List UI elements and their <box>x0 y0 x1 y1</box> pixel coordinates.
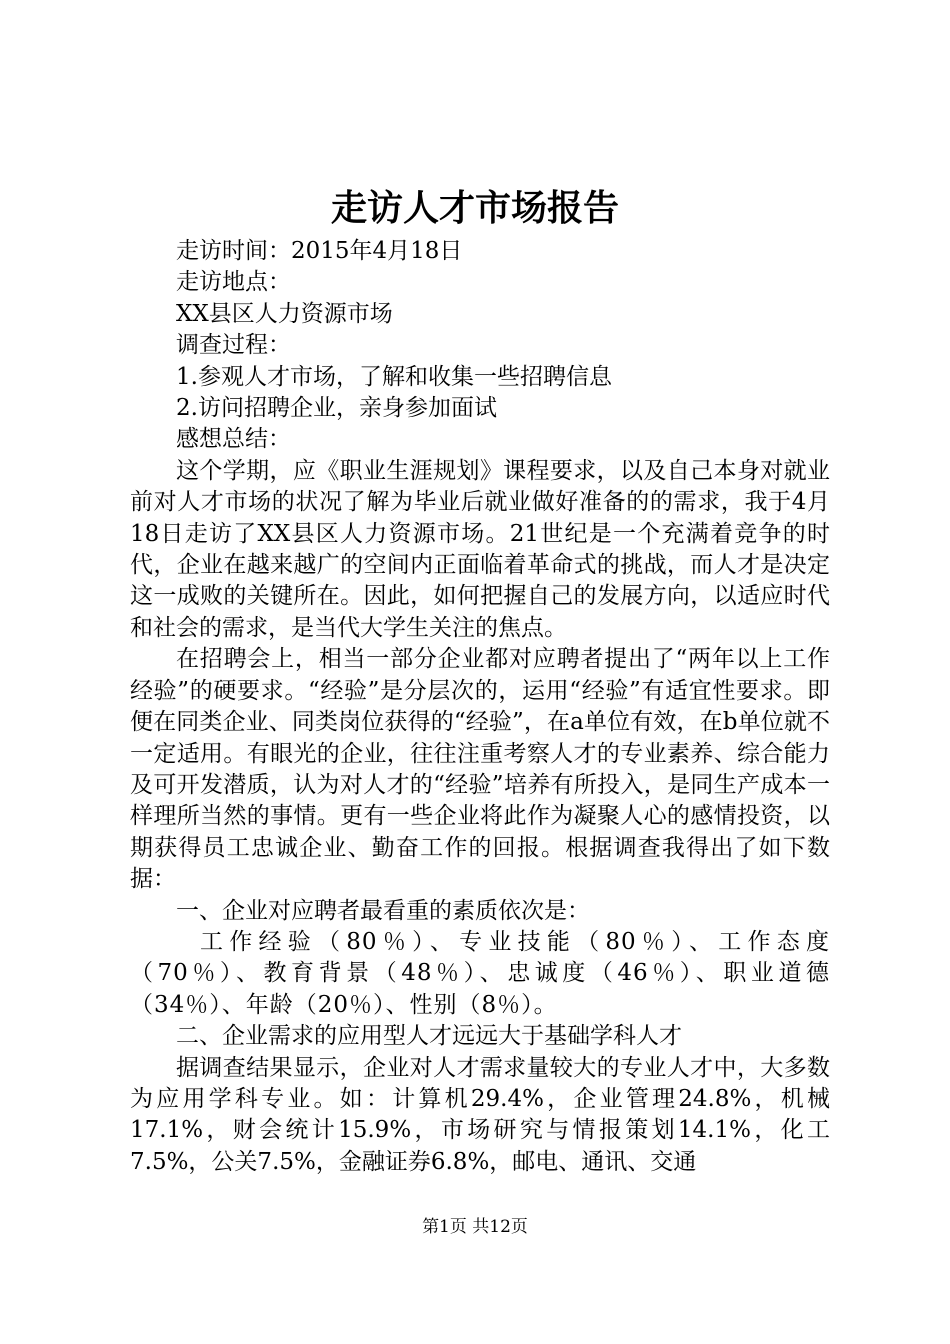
section-1-heading: 一、企业对应聘者最看重的素质依次是： <box>176 897 590 924</box>
summary-paragraph: 在招聘会上，相当一部分企业都对应聘者提出了“两年以上工作经验”的硬要求。“经验”是分层次的，运用“经验”有适宜性要求。即便在同类企业、同类岗位获得的“经验”，在a单位有效，在b单位就不一定适用。有眼光的企业，往往注重考察人才的专业素养、综合能力及可开发潜质，认为对人才的“经验”培养有所投入，是同生产成本一样理所当然的事情。更有一些企业将此作为凝聚人心的感情投资，以期获得员工忠诚企业、勤奋工作的回报。根据调查我得出了如下数据： <box>130 646 830 893</box>
process-item: 1.参观人才市场，了解和收集一些招聘信息 <box>176 363 612 390</box>
section-2-body: 据调查结果显示，企业对人才需求量较大的专业人才中，大多数为应用学科专业。如：计算机29.4%，企业管理24.8%，机械17.1%，财会统计15.9%，市场研究与情报策划14.1%，化工7.5%，公关7.5%，金融证券6.8%，邮电、通讯、交通 <box>130 1054 830 1175</box>
section-2-heading: 二、企业需求的应用型人才远远大于基础学科人才 <box>176 1023 682 1050</box>
document-body <box>130 236 830 1178</box>
visit-place-label: 走访地点： <box>176 269 291 296</box>
process-label: 调查过程： <box>176 332 291 359</box>
process-item: 2.访问招聘企业，亲身参加面试 <box>176 395 497 422</box>
section-1-body: 工作经验（80％）、专业技能（80％）、工作态度（70％）、教育背景（48％）、忠诚度（46％）、职业道德（34％）、年龄（20％）、性别（8％）。 <box>130 928 830 1018</box>
visit-time: 走访时间：2015年4月18日 <box>176 238 463 264</box>
page-footer: 第1页 共12页 <box>422 1217 528 1237</box>
summary-label: 感想总结： <box>176 426 291 453</box>
visit-place: XX县区人力资源市场 <box>176 300 393 327</box>
summary-paragraph: 这个学期，应《职业生涯规划》课程要求，以及自己本身对就业前对人才市场的状况了解为毕业后就业做好准备的的需求，我于4月18日走访了XX县区人力资源市场。21世纪是一个充满着竞争的时代，企业在越来越广的空间内正面临着革命式的挑战，而人才是决定这一成败的关键所在。因此，如何把握自己的发展方向，以适应时代和社会的需求，是当代大学生关注的焦点。 <box>130 457 830 641</box>
page-title: 走访人才市场报告 <box>330 187 619 229</box>
